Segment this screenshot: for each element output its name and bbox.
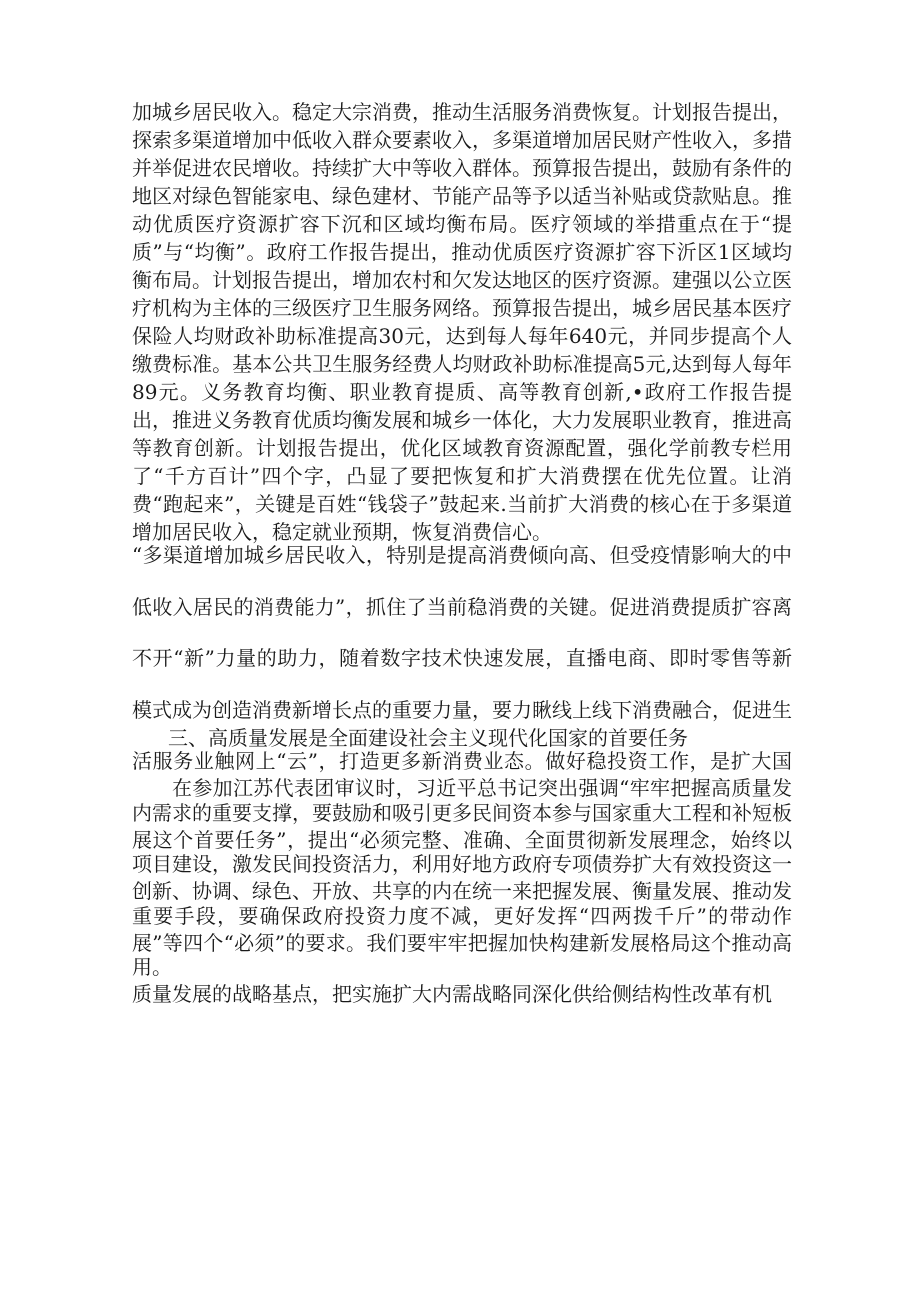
body-paragraph: 加城乡居民收入。稳定大宗消费，推动生活服务消费恢复。计划报告提出，探索多渠道增加中低收入群众要素收入，多渠道增加居民财产性收入，多措并举促进农民增收。持续扩大中等收入群体。预算报告提出，鼓励有条件的地区对绿色智能家电、绿色建材、节能产品等予以适当补贴或贷款贴息。推动优质医疗资源扩容下沉和区域均衡布局。医疗领域的举措重点在于“提质”与“均衡”。政府工作报告提出，推动优质医疗资源扩容下沂区1区域均衡布局。计划报告提出，增加农村和欠发达地区的医疗资源。建强以公立医疗机构为主体的三级医疗卫生服务网络。预算报告提出，城乡居民基本医疗保险人均财政补助标准提高30元，达到每人每年640元，并同步提高个人缴费标准。基本公共卫生服务经费人均财政补助标准提高5元,达到每人每年89元。义务教育均衡、职业教育提质、高等教育创新,•政府工作报告提出，推进义务教育优质均衡发展和城乡一体化，大力发展职业教育，推进高等教育创新。计划报告提出，优化区域教育资源配置，强化学前教专栏用了“千方百计”四个字，凸显了要把恢复和扩大消费摆在优先位置。让消费“跑起来”，关键是百姓“钱袋子”鼓起来.当前扩大消费的核心在于多渠道增加居民收入，稳定就业预期，恢复消费信心。	[132, 100, 792, 544]
body-paragraph: 在参加江苏代表团审议时，习近平总书记突出强调“牢牢把握高质量发展这个首要任务”，提出“必须完整、准确、全面贯彻新发展理念，始终以创新、协调、绿色、开放、共享的内在统一来把握发展、衡量发展、推动发展”等四个“必须”的要求。我们要牢牢把握加快构建新发展格局这个推动高质量发展的战略基点，把实施扩大内需战略同深化供给侧结构性改革有机	[132, 776, 792, 1006]
body-paragraph: “多渠道增加城乡居民收入，特别是提高消费倾向高、但受疫情影响大的中低收入居民的消费能力”，抓住了当前稳消费的关键。促进消费提质扩容离不开“新”力量的助力，随着数字技术快速发展，直播电商、即时零售等新模式成为创造消费新增长点的重要力量，要力瞅线上线下消费融合，促进生活服务业触网上“云”，打造更多新消费业态。做好稳投资工作，是扩大国内需求的重要支撑，要鼓励和吸引更多民间资本参与国家重大工程和补短板项目建设，激发民间投资活力，利用好地方政府专项债券扩大有效投资这一重要手段，要确保政府投资力度不减，更好发挥“四两拨千斤”的带动作用。	[132, 543, 792, 979]
section-heading: 三、高质量发展是全面建设社会主义现代化国家的首要任务	[168, 726, 688, 750]
